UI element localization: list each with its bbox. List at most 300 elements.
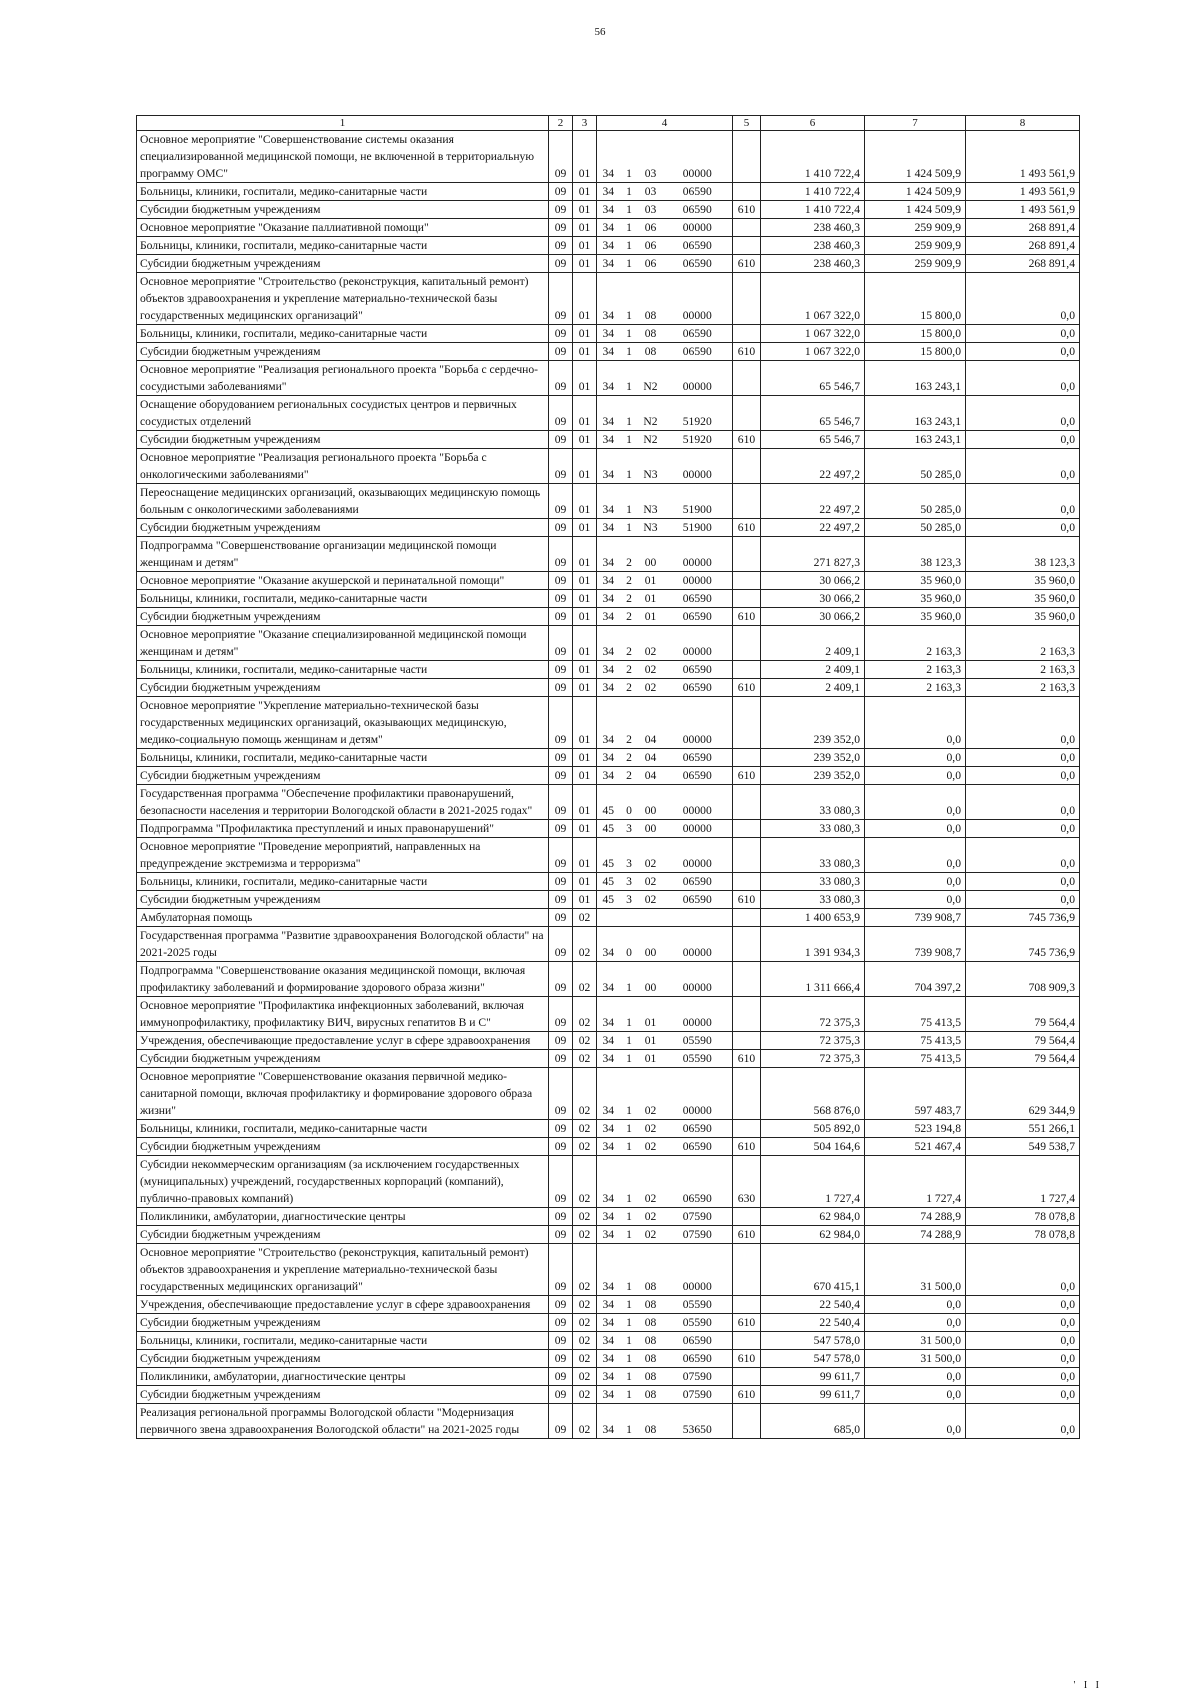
code-section: 09 [549, 626, 573, 661]
code-subsection: 02 [573, 1138, 597, 1156]
amount-col-8: 551 266,1 [966, 1120, 1080, 1138]
code-program: 34 [597, 1226, 620, 1244]
code-subsection: 02 [573, 1350, 597, 1368]
amount-col-8: 0,0 [966, 1296, 1080, 1314]
amount-col-6: 239 352,0 [761, 697, 865, 749]
code-activity: 02 [639, 1138, 663, 1156]
code-direction: 53650 [663, 1404, 733, 1439]
code-subprogram: 3 [620, 838, 639, 873]
code-activity: 01 [639, 608, 663, 626]
code-program: 34 [597, 1296, 620, 1314]
amount-col-8: 35 960,0 [966, 572, 1080, 590]
code-section: 09 [549, 1332, 573, 1350]
code-activity: 00 [639, 820, 663, 838]
amount-col-8: 35 960,0 [966, 608, 1080, 626]
code-subprogram: 1 [620, 1404, 639, 1439]
code-program: 34 [597, 572, 620, 590]
code-direction: 06590 [663, 767, 733, 785]
code-activity: 06 [639, 219, 663, 237]
code-section: 09 [549, 396, 573, 431]
table-row [137, 608, 1080, 626]
row-name: Субсидии бюджетным учреждениям [137, 891, 549, 909]
amount-col-8: 0,0 [966, 767, 1080, 785]
table-row [137, 838, 1080, 873]
code-expense-type [733, 820, 761, 838]
header-col-2: 2 [549, 116, 573, 131]
code-expense-type [733, 1032, 761, 1050]
code-expense-type [733, 590, 761, 608]
row-name: Государственная программа "Обеспечение профилактики правонарушений, безопасности населения и территории Вологодской области в 2021-2025 годах" [137, 785, 549, 820]
code-activity: 08 [639, 1314, 663, 1332]
code-direction: 06590 [663, 183, 733, 201]
code-expense-type [733, 1368, 761, 1386]
table-row [137, 909, 1080, 927]
code-program: 34 [597, 325, 620, 343]
amount-col-8: 0,0 [966, 1386, 1080, 1404]
code-section: 09 [549, 1244, 573, 1296]
code-subprogram: 2 [620, 608, 639, 626]
code-section: 09 [549, 519, 573, 537]
code-subprogram: 1 [620, 219, 639, 237]
amount-col-7: 35 960,0 [865, 608, 966, 626]
code-program: 34 [597, 1386, 620, 1404]
table-row [137, 237, 1080, 255]
table-row [137, 1120, 1080, 1138]
code-direction: 06590 [663, 1120, 733, 1138]
row-name: Подпрограмма "Совершенствование организации медицинской помощи женщинам и детям" [137, 537, 549, 572]
amount-col-8: 0,0 [966, 396, 1080, 431]
code-subprogram: 1 [620, 519, 639, 537]
amount-col-7: 2 163,3 [865, 679, 966, 697]
amount-col-8: 268 891,4 [966, 237, 1080, 255]
code-section: 09 [549, 1226, 573, 1244]
code-activity [639, 909, 663, 927]
amount-col-8: 0,0 [966, 838, 1080, 873]
table-row [137, 820, 1080, 838]
row-name: Субсидии бюджетным учреждениям [137, 1226, 549, 1244]
code-expense-type: 630 [733, 1156, 761, 1208]
row-name: Основное мероприятие "Профилактика инфекционных заболеваний, включая иммунопрофилактику, профилактику ВИЧ, вирусных гепатитов В и С" [137, 997, 549, 1032]
code-section: 09 [549, 590, 573, 608]
amount-col-6: 2 409,1 [761, 679, 865, 697]
code-expense-type [733, 1208, 761, 1226]
page-number: 56 [594, 26, 606, 38]
code-direction: 51900 [663, 519, 733, 537]
code-section: 09 [549, 838, 573, 873]
code-program: 34 [597, 749, 620, 767]
amount-col-6: 547 578,0 [761, 1350, 865, 1368]
code-activity: 02 [639, 1156, 663, 1208]
code-subsection: 01 [573, 661, 597, 679]
amount-col-7: 0,0 [865, 785, 966, 820]
code-program: 34 [597, 661, 620, 679]
code-subprogram: 1 [620, 484, 639, 519]
row-name: Основное мероприятие "Реализация регионального проекта "Борьба с сердечно-сосудистыми заболеваниями" [137, 361, 549, 396]
row-name: Основное мероприятие "Проведение мероприятий, направленных на предупреждение экстремизма и терроризма" [137, 838, 549, 873]
code-section: 09 [549, 1368, 573, 1386]
row-name: Субсидии бюджетным учреждениям [137, 1138, 549, 1156]
code-subsection: 02 [573, 1404, 597, 1439]
code-subprogram: 1 [620, 183, 639, 201]
code-direction: 07590 [663, 1368, 733, 1386]
code-expense-type: 610 [733, 1314, 761, 1332]
code-direction: 00000 [663, 273, 733, 325]
row-name: Субсидии бюджетным учреждениям [137, 431, 549, 449]
amount-col-8: 629 344,9 [966, 1068, 1080, 1120]
code-program: 34 [597, 1314, 620, 1332]
code-subsection: 02 [573, 1244, 597, 1296]
code-section: 09 [549, 767, 573, 785]
code-direction: 06590 [663, 1350, 733, 1368]
amount-col-8: 549 538,7 [966, 1138, 1080, 1156]
code-subsection: 01 [573, 484, 597, 519]
code-activity: 02 [639, 1226, 663, 1244]
row-name: Учреждения, обеспечивающие предоставление услуг в сфере здравоохранения [137, 1032, 549, 1050]
code-direction: 00000 [663, 361, 733, 396]
code-subsection: 02 [573, 997, 597, 1032]
amount-col-7: 163 243,1 [865, 361, 966, 396]
code-direction: 06590 [663, 661, 733, 679]
code-direction: 07590 [663, 1386, 733, 1404]
row-name: Основное мероприятие "Совершенствование оказания первичной медико-санитарной помощи, включая профилактику и формирование здорового образа жизни" [137, 1068, 549, 1120]
header-row [137, 116, 1080, 131]
code-subsection: 02 [573, 1226, 597, 1244]
code-subprogram: 1 [620, 396, 639, 431]
code-expense-type: 610 [733, 767, 761, 785]
amount-col-8: 0,0 [966, 361, 1080, 396]
amount-col-6: 33 080,3 [761, 820, 865, 838]
code-program: 45 [597, 838, 620, 873]
code-section: 09 [549, 1032, 573, 1050]
code-section: 09 [549, 1120, 573, 1138]
amount-col-7: 0,0 [865, 1386, 966, 1404]
code-section: 09 [549, 749, 573, 767]
code-section: 09 [549, 361, 573, 396]
code-expense-type: 610 [733, 891, 761, 909]
code-section: 09 [549, 697, 573, 749]
code-program: 34 [597, 1208, 620, 1226]
amount-col-6: 239 352,0 [761, 749, 865, 767]
code-direction: 51920 [663, 431, 733, 449]
code-subprogram [620, 909, 639, 927]
code-section: 09 [549, 679, 573, 697]
row-name: Больницы, клиники, госпитали, медико-санитарные части [137, 873, 549, 891]
code-subprogram: 1 [620, 1032, 639, 1050]
amount-col-6: 1 400 653,9 [761, 909, 865, 927]
code-subprogram: 1 [620, 325, 639, 343]
amount-col-7: 50 285,0 [865, 449, 966, 484]
code-program: 34 [597, 537, 620, 572]
row-name: Субсидии бюджетным учреждениям [137, 1050, 549, 1068]
table-row [137, 1208, 1080, 1226]
code-subsection: 02 [573, 1314, 597, 1332]
amount-col-6: 22 540,4 [761, 1314, 865, 1332]
amount-col-6: 22 497,2 [761, 484, 865, 519]
table-row [137, 396, 1080, 431]
row-name: Субсидии бюджетным учреждениям [137, 608, 549, 626]
row-name: Субсидии бюджетным учреждениям [137, 255, 549, 273]
amount-col-8: 0,0 [966, 1368, 1080, 1386]
code-subprogram: 3 [620, 891, 639, 909]
code-activity: N2 [639, 361, 663, 396]
code-subprogram: 1 [620, 237, 639, 255]
code-activity: N2 [639, 396, 663, 431]
amount-col-8: 708 909,3 [966, 962, 1080, 997]
code-program: 34 [597, 590, 620, 608]
code-program: 34 [597, 626, 620, 661]
code-subprogram: 1 [620, 1208, 639, 1226]
amount-col-6: 2 409,1 [761, 626, 865, 661]
table-row [137, 1226, 1080, 1244]
code-expense-type [733, 1068, 761, 1120]
code-section: 09 [549, 183, 573, 201]
code-subprogram: 2 [620, 572, 639, 590]
table-row [137, 997, 1080, 1032]
code-subsection: 01 [573, 626, 597, 661]
code-subprogram: 1 [620, 962, 639, 997]
code-program: 34 [597, 697, 620, 749]
row-name: Основное мероприятие "Реализация регионального проекта "Борьба с онкологическими заболеваниями" [137, 449, 549, 484]
code-section: 09 [549, 431, 573, 449]
table-row [137, 131, 1080, 183]
code-expense-type: 610 [733, 1050, 761, 1068]
code-activity: 08 [639, 1404, 663, 1439]
code-program: 34 [597, 484, 620, 519]
amount-col-8: 0,0 [966, 431, 1080, 449]
code-expense-type [733, 396, 761, 431]
code-section: 09 [549, 484, 573, 519]
code-activity: 08 [639, 325, 663, 343]
amount-col-6: 22 497,2 [761, 519, 865, 537]
table-row [137, 1404, 1080, 1439]
code-subsection: 01 [573, 361, 597, 396]
table-row [137, 1350, 1080, 1368]
amount-col-6: 72 375,3 [761, 1050, 865, 1068]
table-row [137, 219, 1080, 237]
code-direction: 00000 [663, 537, 733, 572]
code-subsection: 01 [573, 873, 597, 891]
amount-col-8: 1 727,4 [966, 1156, 1080, 1208]
code-direction: 51900 [663, 484, 733, 519]
amount-col-6: 1 391 934,3 [761, 927, 865, 962]
code-section: 09 [549, 962, 573, 997]
code-direction: 51920 [663, 396, 733, 431]
amount-col-6: 1 410 722,4 [761, 183, 865, 201]
amount-col-8: 35 960,0 [966, 590, 1080, 608]
code-subsection: 01 [573, 679, 597, 697]
amount-col-7: 15 800,0 [865, 273, 966, 325]
amount-col-7: 0,0 [865, 749, 966, 767]
table-row [137, 325, 1080, 343]
code-program: 34 [597, 679, 620, 697]
code-expense-type: 610 [733, 519, 761, 537]
code-program: 34 [597, 449, 620, 484]
amount-col-6: 1 311 666,4 [761, 962, 865, 997]
code-activity: 01 [639, 1050, 663, 1068]
code-program: 34 [597, 997, 620, 1032]
amount-col-7: 259 909,9 [865, 255, 966, 273]
code-program: 34 [597, 519, 620, 537]
amount-col-6: 271 827,3 [761, 537, 865, 572]
amount-col-7: 0,0 [865, 838, 966, 873]
code-activity: N2 [639, 431, 663, 449]
code-direction: 06590 [663, 201, 733, 219]
code-subsection: 02 [573, 1368, 597, 1386]
code-activity: 00 [639, 927, 663, 962]
code-section: 09 [549, 909, 573, 927]
code-program: 45 [597, 891, 620, 909]
code-program [597, 909, 620, 927]
code-section: 09 [549, 1386, 573, 1404]
amount-col-7: 74 288,9 [865, 1208, 966, 1226]
code-section: 09 [549, 572, 573, 590]
row-name: Основное мероприятие "Укрепление материально-технической базы государственных медицинских организаций, оказывающих медицинскую, медико-социальную помощь женщинам и детям" [137, 697, 549, 749]
table-row [137, 431, 1080, 449]
code-section: 09 [549, 201, 573, 219]
code-direction: 05590 [663, 1314, 733, 1332]
code-direction: 06590 [663, 873, 733, 891]
code-subprogram: 2 [620, 661, 639, 679]
code-direction: 05590 [663, 1032, 733, 1050]
row-name: Больницы, клиники, госпитали, медико-санитарные части [137, 1120, 549, 1138]
amount-col-6: 30 066,2 [761, 572, 865, 590]
footer-mark: ' I I [1073, 1680, 1102, 1691]
code-subsection: 01 [573, 608, 597, 626]
code-expense-type [733, 219, 761, 237]
amount-col-8: 1 493 561,9 [966, 131, 1080, 183]
code-subsection: 01 [573, 820, 597, 838]
code-expense-type [733, 838, 761, 873]
amount-col-8: 79 564,4 [966, 997, 1080, 1032]
amount-col-6: 33 080,3 [761, 891, 865, 909]
row-name: Субсидии бюджетным учреждениям [137, 1386, 549, 1404]
row-name: Субсидии бюджетным учреждениям [137, 679, 549, 697]
code-subsection: 01 [573, 749, 597, 767]
amount-col-6: 1 727,4 [761, 1156, 865, 1208]
code-expense-type [733, 785, 761, 820]
code-program: 34 [597, 1068, 620, 1120]
code-subprogram: 1 [620, 1314, 639, 1332]
code-direction: 05590 [663, 1050, 733, 1068]
code-expense-type [733, 1296, 761, 1314]
table-row [137, 572, 1080, 590]
code-program: 34 [597, 1120, 620, 1138]
row-name: Основное мероприятие "Оказание паллиативной помощи" [137, 219, 549, 237]
code-direction: 06590 [663, 343, 733, 361]
code-subsection: 01 [573, 325, 597, 343]
amount-col-8: 0,0 [966, 785, 1080, 820]
table-row [137, 661, 1080, 679]
code-subsection: 01 [573, 396, 597, 431]
amount-col-6: 22 540,4 [761, 1296, 865, 1314]
amount-col-8: 268 891,4 [966, 219, 1080, 237]
code-section: 09 [549, 537, 573, 572]
code-direction: 06590 [663, 1138, 733, 1156]
header-col-3: 3 [573, 116, 597, 131]
code-expense-type [733, 131, 761, 183]
code-activity: 00 [639, 537, 663, 572]
code-direction: 06590 [663, 1332, 733, 1350]
amount-col-6: 30 066,2 [761, 608, 865, 626]
amount-col-8: 2 163,3 [966, 679, 1080, 697]
row-name: Амбулаторная помощь [137, 909, 549, 927]
amount-col-7: 0,0 [865, 1314, 966, 1332]
code-expense-type [733, 1332, 761, 1350]
code-section: 09 [549, 785, 573, 820]
amount-col-8: 0,0 [966, 1314, 1080, 1332]
code-program: 34 [597, 608, 620, 626]
code-subsection: 01 [573, 519, 597, 537]
code-subprogram: 2 [620, 537, 639, 572]
row-name: Поликлиники, амбулатории, диагностические центры [137, 1208, 549, 1226]
code-direction: 00000 [663, 449, 733, 484]
row-name: Учреждения, обеспечивающие предоставление услуг в сфере здравоохранения [137, 1296, 549, 1314]
code-section: 09 [549, 273, 573, 325]
row-name: Субсидии бюджетным учреждениям [137, 343, 549, 361]
code-program: 34 [597, 1050, 620, 1068]
amount-col-8: 0,0 [966, 273, 1080, 325]
code-section: 09 [549, 661, 573, 679]
code-activity: 08 [639, 1296, 663, 1314]
code-direction: 06590 [663, 237, 733, 255]
code-activity: 02 [639, 1120, 663, 1138]
code-expense-type [733, 697, 761, 749]
code-section: 09 [549, 1404, 573, 1439]
amount-col-6: 99 611,7 [761, 1386, 865, 1404]
amount-col-7: 1 424 509,9 [865, 131, 966, 183]
amount-col-6: 2 409,1 [761, 661, 865, 679]
header-col-4: 4 [597, 116, 733, 131]
code-expense-type: 610 [733, 343, 761, 361]
code-program: 45 [597, 820, 620, 838]
amount-col-7: 597 483,7 [865, 1068, 966, 1120]
amount-col-6: 547 578,0 [761, 1332, 865, 1350]
code-subsection: 01 [573, 785, 597, 820]
amount-col-7: 2 163,3 [865, 661, 966, 679]
amount-col-6: 238 460,3 [761, 219, 865, 237]
table-row [137, 361, 1080, 396]
code-activity: 01 [639, 572, 663, 590]
code-subsection: 01 [573, 697, 597, 749]
code-expense-type: 610 [733, 679, 761, 697]
amount-col-6: 72 375,3 [761, 1032, 865, 1050]
code-subsection: 01 [573, 343, 597, 361]
code-subsection: 01 [573, 449, 597, 484]
code-direction: 00000 [663, 962, 733, 997]
code-program: 34 [597, 1244, 620, 1296]
table-row [137, 891, 1080, 909]
table-row [137, 785, 1080, 820]
amount-col-6: 33 080,3 [761, 838, 865, 873]
code-program: 34 [597, 201, 620, 219]
budget-table [136, 115, 1080, 1439]
row-name: Оснащение оборудованием региональных сосудистых центров и первичных сосудистых отделений [137, 396, 549, 431]
amount-col-7: 521 467,4 [865, 1138, 966, 1156]
code-subsection: 01 [573, 572, 597, 590]
amount-col-8: 0,0 [966, 1244, 1080, 1296]
row-name: Субсидии бюджетным учреждениям [137, 1314, 549, 1332]
table-row [137, 1314, 1080, 1332]
code-direction: 00000 [663, 572, 733, 590]
code-activity: 02 [639, 626, 663, 661]
code-expense-type [733, 361, 761, 396]
code-subsection: 02 [573, 1156, 597, 1208]
code-section: 09 [549, 997, 573, 1032]
code-subsection: 01 [573, 273, 597, 325]
amount-col-8: 2 163,3 [966, 661, 1080, 679]
code-subsection: 01 [573, 891, 597, 909]
code-subsection: 02 [573, 1032, 597, 1050]
